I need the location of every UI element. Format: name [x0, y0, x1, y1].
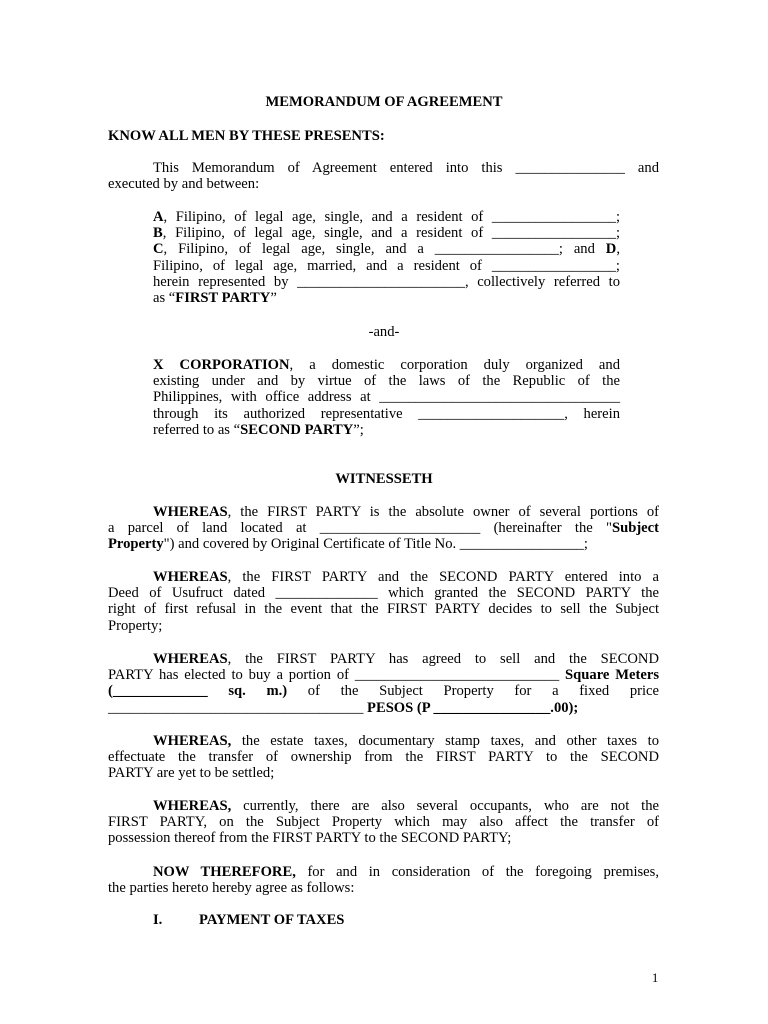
party-a-name: A: [153, 209, 164, 225]
intro-line-2: executed by and between:: [108, 176, 260, 193]
section-title: PAYMENT OF TAXES: [199, 912, 345, 928]
section-heading-payment-of-taxes: [153, 912, 344, 928]
whereas-clause-5: WHEREAS, currently, there are also several occupants, who are not the FIRST PARTY, on the Subject Property which may also affect the transfer of possession thereof from the FIRST PARTY to the SECOND PARTY;: [108, 798, 659, 847]
party-d-name: D: [605, 241, 617, 258]
know-all-men-heading: KNOW ALL MEN BY THESE PRESENTS:: [108, 128, 385, 144]
party-c-line: C, Filipino, of legal age, single, and a _________________; and D,: [153, 241, 620, 258]
second-party-paragraph: X CORPORATION, a domestic corporation duly organized and existing under and by virtue of the laws of the Republic of the Philippines, with office address at _________________________________ through its authorized representative ____________________, herein referred to as “SECOND PARTY”;: [153, 357, 620, 438]
document-title: MEMORANDUM OF AGREEMENT: [265, 94, 503, 110]
party-c-name: C: [153, 241, 164, 258]
page-number: 1: [652, 971, 659, 985]
first-party-definition: as “FIRST PARTY”: [153, 290, 277, 307]
whereas-clause-2: WHEREAS, the FIRST PARTY and the SECOND PARTY entered into a Deed of Usufruct dated ______________ which granted the SECOND PARTY the right of first refusal in the event that the FIRST PARTY decides to sell the Subject Property;: [108, 569, 659, 634]
whereas-clause-4: WHEREAS, the estate taxes, documentary stamp taxes, and other taxes to effectuate the transfer of ownership from the FIRST PARTY to the SECOND PARTY are yet to be settled;: [108, 733, 659, 782]
witnesseth-heading: WITNESSETH: [335, 471, 433, 487]
whereas-clause-1: WHEREAS, the FIRST PARTY is the absolute owner of several portions of a parcel of land located at ______________________ (hereinafter the "Subject Property") and covered by Original Certificate of Title No. _________________;: [108, 504, 659, 553]
intro-line-1: This Memorandum of Agreement entered into this _______________ and: [153, 160, 659, 176]
and-separator: -and-: [368, 324, 400, 340]
party-d-line: Filipino, of legal age, married, and a resident of _________________;: [153, 257, 620, 274]
whereas-clause-3: WHEREAS, the FIRST PARTY has agreed to sell and the SECOND PARTY has elected to buy a portion of ____________________________ Square Meters (_____________ sq. m.) of the Subject Property for a fixed price ___________________________________ PESOS (P ________________.00);: [108, 651, 659, 716]
second-party-definition: referred to as “SECOND PARTY”;: [153, 421, 364, 438]
represented-by-line: herein represented by _______________________, collectively referred to: [153, 273, 620, 290]
party-b-name: B: [153, 225, 163, 242]
second-party-name: X CORPORATION: [153, 357, 290, 373]
party-b-line: B, Filipino, of legal age, single, and a resident of _________________;: [153, 225, 620, 242]
now-therefore-clause: NOW THEREFORE, for and in consideration of the foregoing premises, the parties hereto hereby agree as follows:: [108, 864, 659, 897]
first-party-paragraph: [153, 209, 620, 306]
party-a-line: A, Filipino, of legal age, single, and a resident of _________________;: [153, 209, 620, 225]
section-number: I.: [153, 912, 163, 928]
intro-paragraph: [108, 160, 659, 192]
